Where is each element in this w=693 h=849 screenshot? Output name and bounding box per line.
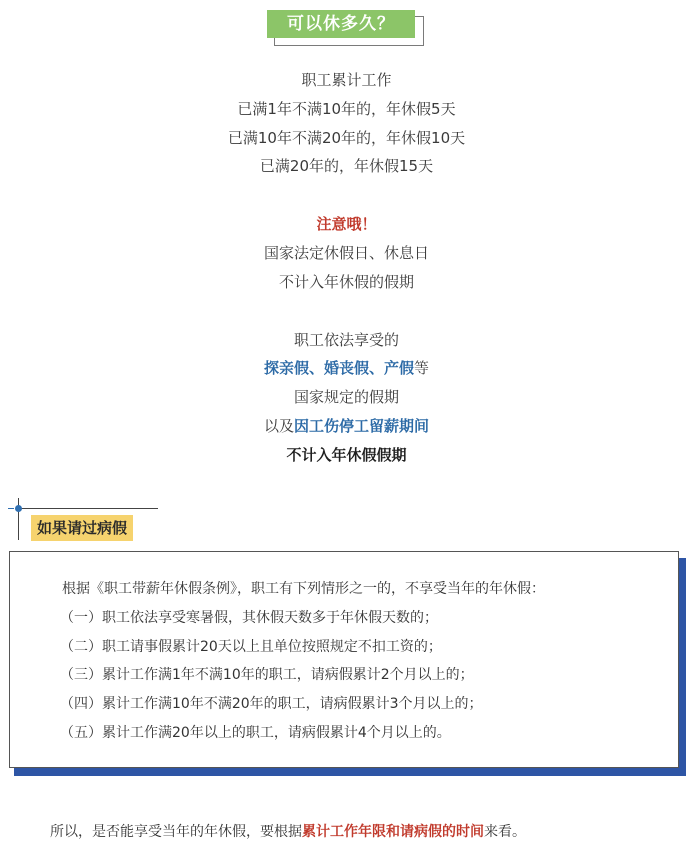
section-tick (8, 508, 14, 509)
section-divider (18, 508, 158, 509)
title-badge: 可以休多久？ (267, 10, 415, 38)
notice-line-1: 国家法定休假日、休息日 (263, 244, 429, 262)
regulation-item: （三）累计工作满1年不满10年的职工，请病假累计2个月以上的； (60, 667, 474, 683)
leave-rule-3: 已满20年的，年休假15天 (259, 157, 434, 175)
leave-types-suffix: 等 (414, 359, 430, 377)
regulation-item: （五）累计工作满20年以上的职工，请病假累计4个月以上的。 (60, 725, 451, 741)
leave-rule-2: 已满10年不满20年的，年休假10天 (227, 129, 466, 147)
regulation-item: （一）职工依法享受寒暑假，其休假天数多于年休假天数的； (60, 610, 438, 626)
notice-line-2: 不计入年休假的假期 (278, 273, 414, 291)
regulation-item: （二）职工请事假累计20天以上且单位按照规定不扣工资的； (60, 639, 442, 655)
entitled-leave-intro: 职工依法享受的 (293, 331, 399, 349)
leave-rule-1: 已满1年不满10年的，年休假5天 (237, 100, 456, 118)
work-years-heading: 职工累计工作 (301, 71, 392, 89)
regulation-item: （四）累计工作满10年不满20年的职工，请病假累计3个月以上的； (60, 696, 483, 712)
injury-prefix: 以及 (263, 417, 294, 435)
regulation-intro: 根据《职工带薪年休假条例》，职工有下列情形之一的，不享受当年的年休假： (62, 581, 545, 597)
leave-types: 探亲假、婚丧假、产假 (263, 359, 414, 377)
section-dot-icon (15, 505, 22, 512)
not-counted-conclusion: 不计入年休假假期 (286, 446, 407, 464)
notice-heading: 注意哦！ (316, 215, 377, 233)
injury-leave-line (0, 416, 693, 436)
summary-prefix: 所以，是否能享受当年的年休假，要根据 (50, 824, 302, 840)
summary-suffix: 来看。 (484, 824, 526, 840)
summary-line (50, 822, 526, 842)
leave-types-line (0, 358, 693, 378)
injury-leave: 因工伤停工留薪期间 (294, 417, 430, 435)
summary-highlight: 累计工作年限和请病假的时间 (302, 824, 484, 840)
national-leave-line: 国家规定的假期 (293, 388, 399, 406)
section-title: 如果请过病假 (31, 515, 133, 541)
